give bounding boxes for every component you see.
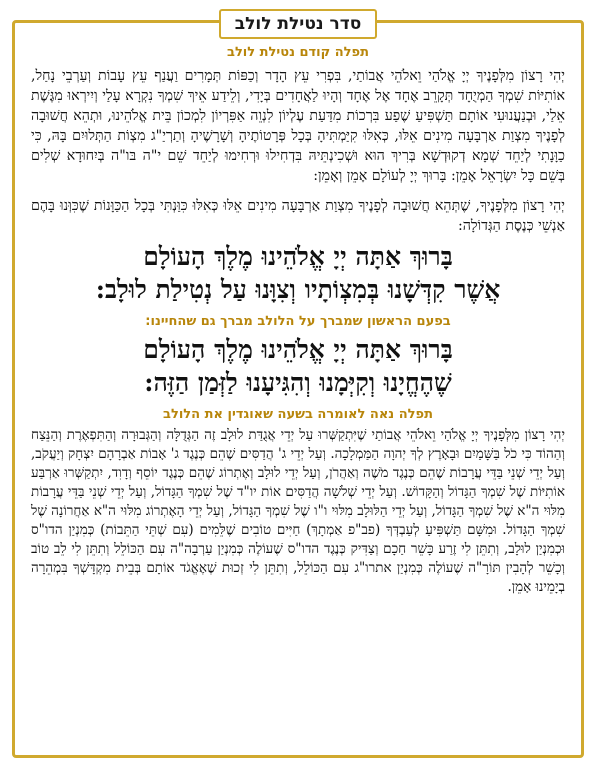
section1-paragraph1: יְהִי רָצוֹן מִלְּפָנֶיךָ יְיָ אֱלֹהַי וֵאלֹהֵי אֲבוֹתַי, בִּפְרִי עֵץ הָדָר וְכַפּוֹת תְּמָרִים וַעֲנַף עֵץ עָבוֹת וְעַרְבֵי נָחַל, אוֹתִיּוֹת שִׁמְךָ הַמְיֻחָד תְּקָרֵב אֶחָד אֶל אֶחָד וְהָיוּ לַאֲחָדִים בְּיָדִי, וְלֵידַע אֵיךְ שִׁמְךָ נִקְרָא עָלַי וְיִירְאוּ מִגֶּשֶׁת אֵלַי, וּבְנַעֲנוּעִי אוֹתָם תַּשְׁפִּיעַ שֶׁפַע בִּרְכוֹת מִדַּעַת עֶלְיוֹן לִנְוֵה אַפִּרְיוֹן לִמְכוֹן בֵּית אֱלֹהֵינוּ, וּתְהֵא חֲשׁוּבָה לְפָנֶיךָ מִצְוַת אַרְבָּעָה מִינִים אֵלּוּ, כְּאִלּוּ קִיַּמְתִּיהָ בְּכָל פְּרָטוֹתֶיהָ וְשָׁרָשֶׁיהָ וְתַרְיַ"ג מִצְוֹת הַתְּלוּיִם בָּהּ, כִּי כַוָּנָתִי לְיַחֵד שְׁמָא דְקוּדְשָׁא בְּרִיךְ הוּא וּשְׁכִינְתֵּיהּ בִּדְחִילוּ וּרְחִימוּ לְיַחֵד שֵׁם י"ה בּו"ה בְּיִחוּדָא שְׁלִים בְּשֵׁם כָּל יִשְׂרָאֵל אָמֵן: בָּרוּךְ יְיָ לְעוֹלָם אָמֵן וְאָמֵן:: [31, 68, 565, 184]
section1-paragraph2: יְהִי רָצוֹן מִלְּפָנֶיךָ, שֶׁתְּהֵא חֲשׁוּבָה לְפָנֶיךָ מִצְוַת אַרְבָּעָה מִינִים אֵלּוּ כְּאִלּוּ כִּוַּנְתִּי בְּכָל הַכַּוָּנוֹת שֶׁכִּוְּנוּ בָּהֶם אַנְשֵׁי כְּנֶסֶת הַגְּדוֹלָה:: [31, 198, 565, 234]
bracha-shehecheyanu: [31, 333, 565, 399]
page-title: סדר נטילת לולב: [219, 9, 378, 39]
bracha-shehecheyanu-line2: שֶׁהֶחֱיָנוּ וְקִיְּמָנוּ וְהִגִּיעָנוּ לַזְּמַן הַזֶּה:: [144, 368, 452, 397]
bracha-lulav-line2: אֲשֶׁר קִדְּשָׁנוּ בְּמִצְוֹתָיו וְצִוָּנוּ עַל נְטִילַת לוּלָב:: [95, 275, 501, 304]
page-frame: [12, 14, 584, 758]
bracha-shehecheyanu-line1: בָּרוּךְ אַתָּה יְיָ אֱלֹהֵינוּ מֶלֶךְ הָעוֹלָם: [143, 335, 453, 364]
spacer: [31, 186, 565, 196]
title-wrap: [15, 9, 581, 39]
content: [31, 45, 565, 597]
section3-paragraph: יְהִי רָצוֹן מִלְּפָנֶיךָ יְיָ אֱלֹהַי וֵאלֹהֵי אֲבוֹתַי שֶׁיִּתְקַשְּׁרוּ עַל יְדֵי אֲגֻדַּת לוּלָב זֶה הַגְּדֻלָּה וְהַגְּבוּרָה וְהַתִּפְאֶרֶת וְהַנֵּצַח וְהַהוֹד כִּי כֹל בַּשָּׁמַיִם וּבָאָרֶץ לְךָ יְהוָה הַמַּמְלָכָה. וְעַל יְדֵי ג' הֲדַסִּים שֶׁהֵם כְּנֶגֶד ג' אָבוֹת אַבְרָהָם יִצְחָק וְיַעֲקֹב, וְעַל יְדֵי שְׁנֵי בַּדֵּי עֲרָבוֹת שֶׁהֵם כְּנֶגֶד מֹשֶׁה וְאַהֲרֹן, וְעַל יְדֵי לוּלָב וְאֶתְרוֹג שֶׁהֵם כְּנֶגֶד יוֹסֵף וְדָוִד, יִתְקַשְּׁרוּ אַרְבַּע אוֹתִיּוֹת שֶׁל שִׁמְךָ הַגָּדוֹל וְהַקָּדוֹשׁ. וְעַל יְדֵי שְׁלֹשָׁה הֲדַסִּים אוֹת יו"ד שֶׁל שִׁמְךָ הַגָּדוֹל, וְעַל יְדֵי שְׁנֵי בַּדֵּי עֲרָבוֹת מִלּוּי ה"א שֶׁל שִׁמְךָ הַגָּדוֹל, וְעַל יְדֵי הַלּוּלָב מִלּוּי ו"ו שֶׁל שִׁמְךָ הַגָּדוֹל, וְעַל יְדֵי הָאֶתְרוֹג מִלּוּי ה"א אַחֲרוֹנָה שֶׁל שִׁמְךָ הַגָּדוֹל. וּמִשָּׁם תַּשְׁפִּיעַ לְעַבְדְּךָ (פב"פ אַמְתָךְ) חַיִּים טוֹבִים שֶׁלֵּמִים (עִם שְׁתֵּי הַתֵּבוֹת) כְּמִנְיַן הדו"ס וּכְמִנְיַן לוּלָב, וְתִתֵּן לִי זֶרַע כָּשֵׁר חַכָם וְצַדִּיק כְּנֶגֶד הדו"ס שֶׁעוֹלֶה כְּמִנְיַן עַרְבָה"ה עִם הַכּוֹלֵל וְתִתֵּן לִי לֵב טוֹב וְכָשֵׁר לְהָבִין תּוֹרָ"ה שֶׁעוֹלֶה כְּמִנְיַן אתרו"ג עִם הַכּוֹלֵל, וְתִתֵּן לִי זְכוּת שֶׁאֶאֱגֹד אוֹתָם בְּבֵית מִקְדָּשְׁךָ בִּמְהֵרָה בְיָמֵינוּ אָמֵן.: [31, 427, 565, 595]
bracha-lulav: [31, 240, 565, 306]
shehecheyanu-note: בפעם הראשון שמברך על הלולב מברך גם שהחיינו:: [145, 314, 451, 329]
section1-subtitle: תפלה קודם נטילת לולב: [227, 45, 369, 60]
section3-subtitle: תפלה נאה לאומרה בשעה שאוגדין את הלולב: [163, 407, 433, 422]
bracha-lulav-line1: בָּרוּךְ אַתָּה יְיָ אֱלֹהֵינוּ מֶלֶךְ הָעוֹלָם: [143, 242, 453, 271]
